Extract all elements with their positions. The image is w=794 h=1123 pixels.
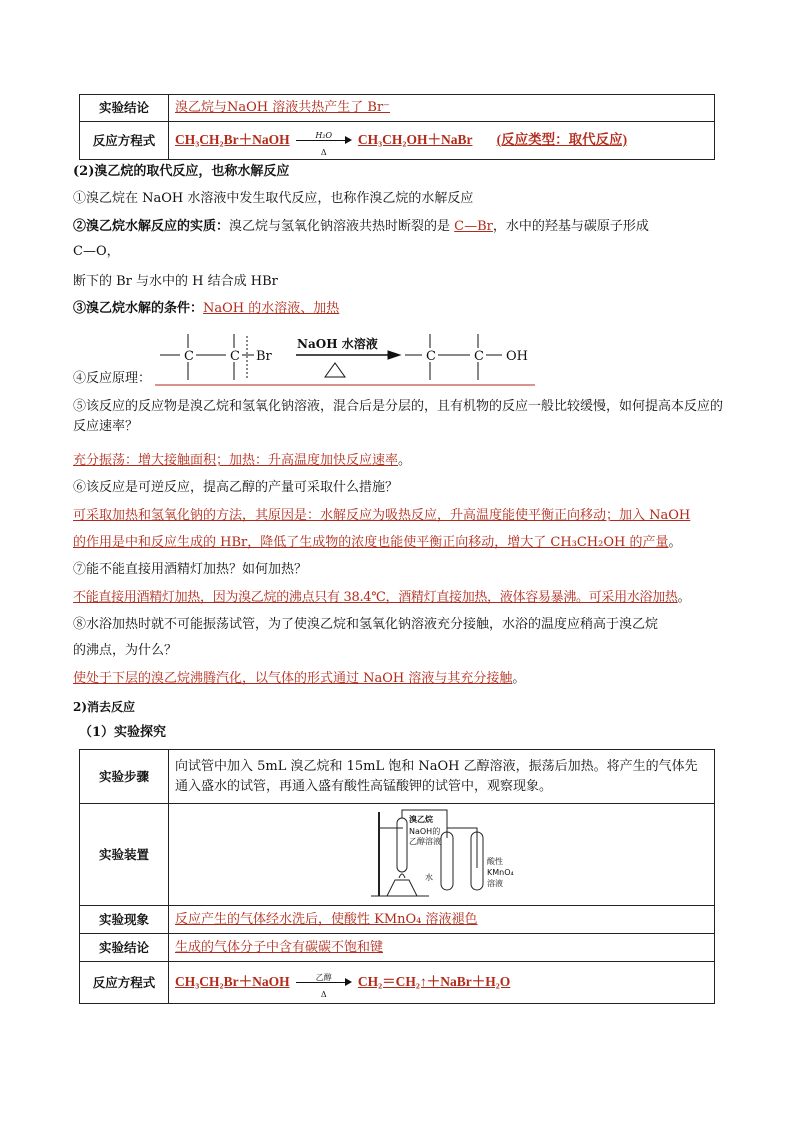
apparatus-label: KMnO₄ — [487, 868, 514, 877]
question-text: ⑤该反应的反应物是溴乙烷和氢氧化钠溶液，混合后是分层的，且有机物的反应一般比较缓慢，如何提高本反应的反应速率？ — [73, 399, 724, 434]
apparatus-label: NaOH的 — [409, 827, 441, 836]
reaction-type: (反应类型：取代反应) — [496, 132, 628, 147]
question-text: ⑧水浴加热时就不可能振荡试管，为了使溴乙烷和氢氧化钠溶液充分接触，水浴的温度应稍高于溴乙烷 — [73, 617, 659, 632]
table-label: 反应方程式 — [80, 122, 169, 160]
answer-text: 的作用是中和反应生成的 HBr，降低了生成物的浓度也能使平衡正向移动，增大了 CH₃CH₂OH 的产量 — [73, 535, 669, 550]
paragraph: C—O， — [73, 244, 120, 259]
question-text: 的沸点，为什么？ — [73, 643, 178, 658]
equation-products: CH₂＝CH₂↑＋NaBr＋H₂O — [357, 974, 511, 989]
apparatus-label: 乙醇溶液 — [409, 837, 441, 846]
paragraph: 断下的 Br 与水中的 H 结合成 HBr — [73, 274, 278, 289]
answer-text: C—Br — [454, 219, 493, 234]
table-label: 实验步骤 — [80, 750, 169, 804]
arrow-condition-bottom: Δ — [320, 989, 327, 999]
table-value: 生成的气体分子中含有碳碳不饱和键 — [169, 934, 715, 962]
answer-text: NaOH 的水溶液、加热 — [203, 301, 340, 316]
section-title: (2)溴乙烷的取代反应，也称水解反应 — [73, 164, 290, 179]
subsection-heading: （1）实验探究 — [79, 725, 167, 740]
reaction-arrow — [296, 130, 352, 157]
svg-text:C: C — [230, 349, 240, 364]
answer: 充分振荡：增大接触面积；加热：升高温度加快反应速率。 — [73, 453, 412, 468]
answer-text: 使处于下层的溴乙烷沸腾汽化，以气体的形式通过 NaOH 溶液与其充分接触 — [73, 671, 513, 686]
apparatus-label: 溶液 — [487, 879, 503, 888]
paragraph-lead: ②溴乙烷水解反应的实质： — [73, 219, 230, 234]
section-heading: 2)消去反应 — [73, 700, 136, 714]
paragraph — [73, 299, 725, 319]
answer-text: 可采取加热和氢氧化钠的方法，其原因是：水解反应为吸热反应，升高温度能使平衡正向移动；加入 NaOH — [73, 508, 691, 523]
table-value: 反应产生的气体经水洗后，使酸性 KMnO₄ 溶液褪色 — [169, 906, 715, 934]
apparatus-cell — [169, 804, 715, 906]
apparatus-diagram — [359, 808, 539, 902]
equation-reactants: CH₃CH₂Br＋NaOH — [175, 974, 290, 989]
experiment-table — [79, 749, 715, 1004]
svg-text:C: C — [426, 349, 436, 364]
table-label: 实验结论 — [80, 934, 169, 962]
svg-text:C: C — [184, 349, 194, 364]
svg-text:C: C — [474, 349, 484, 364]
table-label: 实验现象 — [80, 906, 169, 934]
question-text: ⑥该反应是可逆反应，提高乙醇的产量可采取什么措施？ — [73, 480, 399, 495]
paragraph: ①溴乙烷在 NaOH 水溶液中发生取代反应，也称作溴乙烷的水解反应 — [73, 191, 474, 206]
apparatus-label: 溴乙烷 — [409, 815, 433, 824]
bromine-label: Br — [256, 349, 272, 364]
answer: 使处于下层的溴乙烷沸腾汽化，以气体的形式通过 NaOH 溶液与其充分接触。 — [73, 671, 526, 686]
paragraph-text: 溴乙烷与氢氧化钠溶液共热时断裂的是 — [229, 219, 455, 234]
answer: 的作用是中和反应生成的 HBr，降低了生成物的浓度也能使平衡正向移动，增大了 CH₃CH₂OH 的产量。 — [73, 535, 682, 550]
answer-text: 充分振荡：增大接触面积；加热：升高温度加快反应速率 — [73, 453, 399, 468]
arrow-condition-bottom: Δ — [320, 147, 327, 157]
table-label: 反应方程式 — [80, 962, 169, 1004]
arrow-condition-top: H₂O — [315, 130, 333, 140]
reaction-arrow — [296, 972, 352, 999]
table-label: 实验结论 — [80, 95, 169, 122]
paragraph-text: ，水中的羟基与碳原子形成 — [492, 219, 649, 234]
paragraph-lead: ③溴乙烷水解的条件： — [73, 301, 204, 316]
paragraph: ④反应原理： — [73, 371, 152, 386]
answer-text: 不能直接用酒精灯加热，因为溴乙烷的沸点只有 38.4℃，酒精灯直接加热，液体容易暴沸。可采用水浴加热 — [73, 590, 678, 605]
hydroxyl-label: OH — [506, 349, 528, 364]
conclusion-table — [79, 94, 715, 160]
apparatus-label: 水 — [425, 873, 433, 882]
answer: 不能直接用酒精灯加热，因为溴乙烷的沸点只有 38.4℃，酒精灯直接加热，液体容易暴沸。可采用水浴加热。 — [73, 590, 691, 605]
reagent-label: NaOH 水溶液 — [297, 337, 378, 351]
reaction-mechanism-diagram — [150, 330, 540, 388]
equation-reactants: CH₃CH₂Br＋NaOH — [175, 132, 290, 147]
table-value: 溴乙烷与NaOH 溶液共热产生了 Br⁻ — [169, 95, 715, 122]
equation-cell — [169, 122, 715, 160]
apparatus-label: 酸性 — [487, 857, 503, 866]
table-label: 实验装置 — [80, 804, 169, 906]
paragraph — [73, 217, 725, 237]
question-text: ⑦能不能直接用酒精灯加热？如何加热？ — [73, 562, 308, 577]
equation-products: CH₃CH₂OH＋NaBr — [357, 132, 473, 147]
equation-cell — [169, 962, 715, 1004]
table-value: 向试管中加入 5mL 溴乙烷和 15mL 饱和 NaOH 乙醇溶液，振荡后加热。将产生的气体先通入盛水的试管，再通入盛有酸性高锰酸钾的试管中，观察现象。 — [169, 750, 715, 804]
arrow-condition-top: 乙醇 — [315, 972, 332, 982]
